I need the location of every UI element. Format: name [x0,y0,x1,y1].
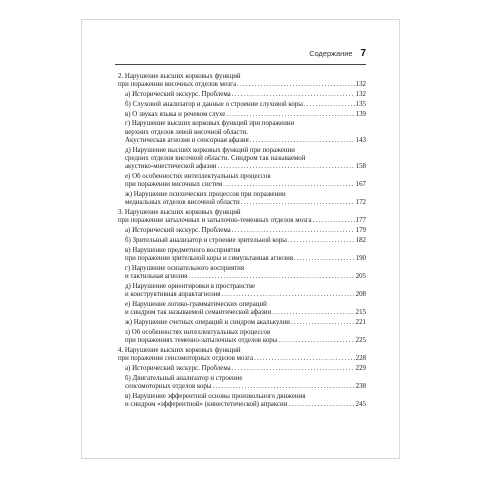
toc-entry-text-line: а) Исторический экскурс. Проблема [125,227,231,235]
toc-page-number: 215 [355,309,366,316]
toc-entry-last-line [118,355,366,363]
toc-entry-text-line: и конструктивная апрактагнозия [125,291,221,298]
toc-page-number: 182 [355,237,366,244]
dot-leader [304,101,355,109]
toc-subsection-entry [118,329,366,345]
toc-entry-text-line: е) Об особенностях интеллектуальных процессов [125,172,271,180]
dot-leader [188,273,354,281]
toc-entry-last-line [125,199,366,207]
toc-subsection-entry [118,265,366,281]
toc-entry-text-line: г) Нарушение высших корковых функций при поражении [125,120,295,128]
toc-entry-last-line [125,163,366,171]
toc-subsection-entry [118,173,366,189]
dot-leader [241,199,355,207]
toc-subsection-entry [118,237,366,245]
toc-entry-last-line [125,309,366,317]
toc-entry-text-line: б) Зрительный анализатор и строение зрительной коры [125,237,287,244]
toc-entry-text-line: и тактильная агнозия [125,273,188,280]
running-header [309,48,366,60]
toc-entry-text-line: средних отделов височной области. Синдром так называемой [125,154,306,162]
toc-entry-text-line: медиальных отделов височной области [125,199,240,206]
dot-leader [291,319,355,327]
running-header-title: Содержание [309,49,353,58]
toc-entry-text-line: при поражении зрительной коры и симультанная агнозия [125,255,294,262]
toc-subsection-entry [118,227,366,235]
toc-entry-text-line: ж) Нарушение психических процессов при поражении [125,190,286,198]
toc-entry-last-line [125,101,366,109]
toc-entry-last-line [125,255,366,263]
toc-entry-text-line: и синдром так называемой семантической афазии [125,309,272,316]
toc-entry-last-line [125,273,366,281]
dot-leader [272,309,354,317]
toc-page-number: 179 [355,227,366,235]
toc-subsection-entry [118,319,366,327]
toc-subsection-entry [118,91,366,99]
toc-subsection-entry [118,191,366,207]
toc-page-number: 177 [355,217,366,225]
dot-leader [232,365,355,373]
toc-subsection-entry [118,375,366,391]
toc-page-number: 143 [355,136,366,144]
toc-entry-text-line: б) Слуховой анализатор и данные о строении слуховой коры [125,100,303,108]
toc-page-number: 135 [355,100,366,108]
dot-leader [278,337,354,345]
toc-subsection-entry [118,283,366,299]
toc-entry-text-line: д) Нарушение высших корковых функций при поражении [125,146,295,154]
dot-leader [294,255,355,263]
dot-leader [254,355,355,363]
toc-entry-last-line [125,227,366,235]
toc-entry-last-line [125,383,366,391]
toc-page-number: 139 [355,110,366,118]
toc-page-number: 221 [355,318,366,326]
toc-entry-last-line [125,291,366,299]
toc-entry-text-line: в) Нарушение эфферентной основы произвольного движения [125,392,306,400]
toc-entry-text-line: г) Нарушение осязательного восприятия [125,264,244,272]
dot-leader [218,163,355,171]
toc-entry-text-line: и синдром «эфферентной» (кинестетической) апраксии [125,401,288,408]
toc-entry-last-line [118,217,366,225]
toc-entry-text-line: 4. Нарушение высших корковых функций [118,347,241,354]
toc-entry-last-line [125,137,366,145]
dot-leader [213,383,355,391]
header-rule [115,64,366,65]
toc-entry-text-line: акустико-мнестической афазии [125,163,217,170]
toc-subsection-entry [118,101,366,109]
toc-entry-last-line [125,401,366,409]
toc-entry-text-line: верхних отделов левой височной области. [125,128,248,136]
toc-entry-last-line [125,337,366,345]
toc-entry-text-line: в) Нарушение предметного восприятия [125,246,241,254]
dot-leader [288,237,355,245]
toc-entry-text-line: при поражении височных отделов мозга [118,81,237,89]
toc-page-number: 205 [355,273,366,280]
toc-subsection-entry [118,120,366,145]
toc-entry-last-line [118,81,366,89]
dot-leader [223,181,355,189]
toc-entry-last-line [125,181,366,189]
toc-entry-text-line: а) Исторический экскурс. Проблема [125,365,231,372]
toc-entry-text-line: Акустическая агнозия и сенсорная афазия [125,136,249,144]
dot-leader [221,291,354,299]
dot-leader [226,111,354,119]
toc-page-number: 208 [355,291,366,298]
toc-entry-text-line: д) Нарушение ориентировки в пространстве [125,282,256,290]
toc-subsection-entry [118,365,366,373]
dot-leader [250,137,355,145]
dot-leader [313,217,355,225]
toc-entry-text-line: в) О звуках языка и речевом слухе [125,110,226,118]
toc-page-number: 132 [355,81,366,89]
toc-page-number: 172 [355,199,366,206]
toc-entry-last-line [125,237,366,245]
dot-leader [288,401,354,409]
toc-page-number: 229 [355,365,366,372]
toc-entry-text-line: при поражении сенсомоторных отделов мозга [118,355,254,363]
toc-entry-last-line [125,111,366,119]
toc-entry-last-line [125,365,366,373]
toc-entry-last-line [125,91,366,99]
toc-page-number: 225 [355,336,366,344]
toc-entry-last-line [125,319,366,327]
toc-subsection-entry [118,393,366,409]
toc-subsection-entry [118,111,366,119]
toc-page-number: 132 [355,91,366,98]
toc-section-entry [118,347,366,363]
dot-leader [232,227,355,235]
toc-entry-text-line: а) Исторический экскурс. Проблема [125,91,231,98]
dot-leader [237,81,355,89]
table-of-contents [118,71,366,409]
toc-entry-text-line: 3. Нарушение высших корковых функций [118,209,241,217]
toc-page-number: 245 [355,401,366,408]
toc-entry-text-line: сенсомоторных отделов коры [125,383,212,390]
page-number: 7 [360,48,366,59]
book-page [81,19,400,459]
toc-subsection-entry [118,247,366,263]
toc-entry-text-line: при поражениях теменно-затылочных отделов коры [125,336,278,344]
toc-subsection-entry [118,301,366,317]
toc-entry-text-line: б) Двигательный анализатор и строение [125,374,243,382]
toc-page-number: 228 [355,355,366,363]
toc-entry-text-line: з) Об особенностях интеллектуальных процессов [125,328,271,336]
toc-section-entry [118,73,366,89]
toc-page-number: 190 [355,255,366,262]
toc-page-number: 238 [355,383,366,390]
toc-subsection-entry [118,147,366,172]
toc-entry-text-line: ж) Нарушение счетных операций и синдром акалькулии [125,318,290,326]
dot-leader [232,91,355,99]
toc-page-number: 158 [355,163,366,170]
toc-entry-text-line: при поражении височных систем [125,181,223,188]
toc-page-number: 167 [355,181,366,188]
toc-entry-text-line: при поражении затылочных и затылочно-теменных отделов мозга [118,217,312,225]
toc-entry-text-line: 2. Нарушение высших корковых функций [118,73,241,80]
toc-section-entry [118,209,366,225]
toc-entry-text-line: е) Нарушение логико-грамматических операций [125,300,267,308]
